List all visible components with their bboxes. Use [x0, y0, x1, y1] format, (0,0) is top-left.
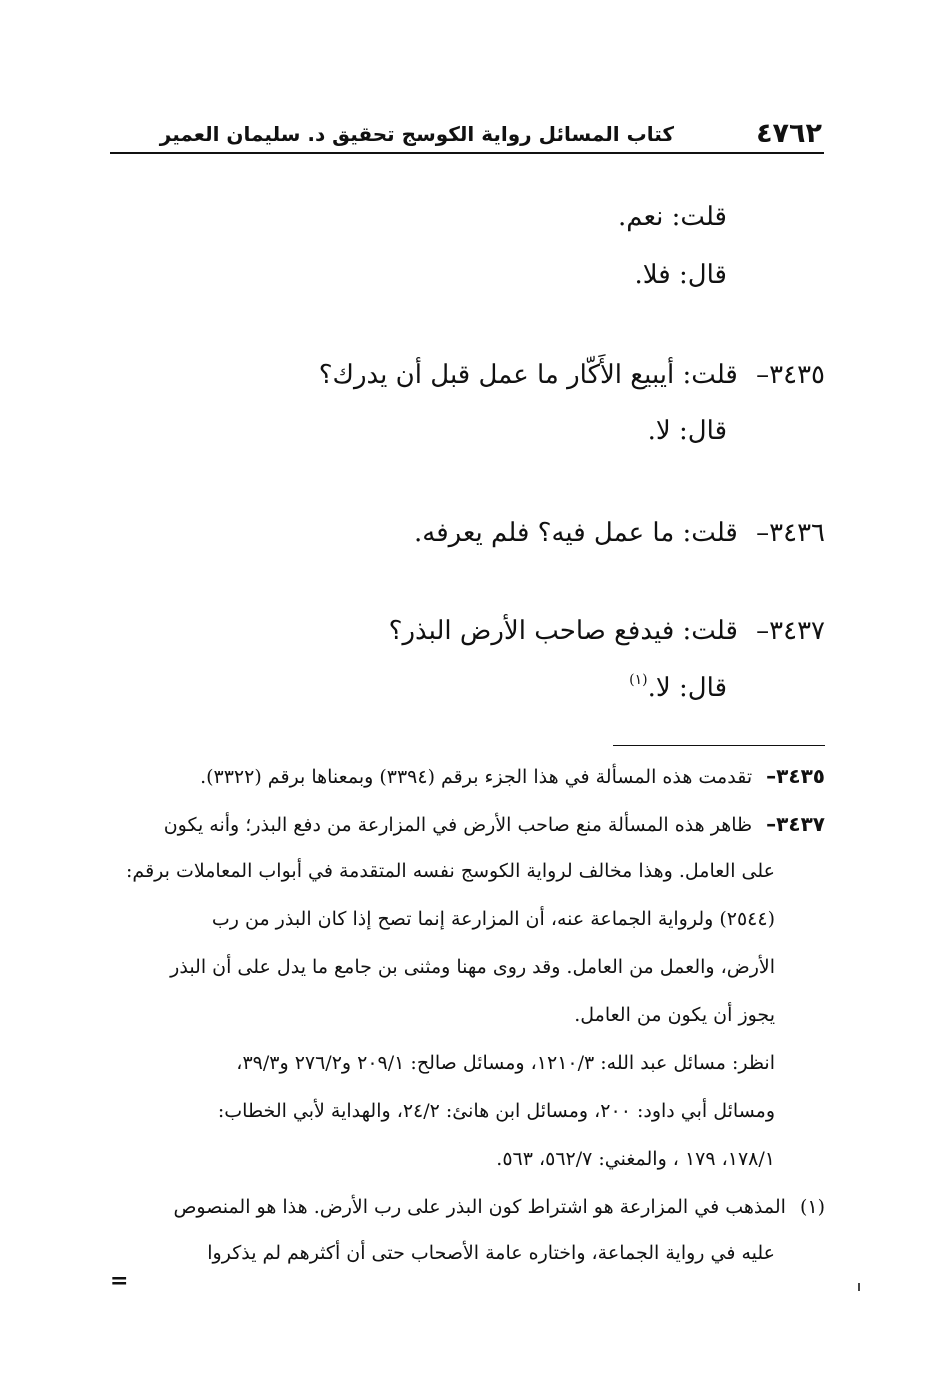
footnote-number: ٣٤٣٥– [766, 764, 825, 788]
footnote-3437 [164, 812, 825, 836]
entry-3437-answer [629, 672, 727, 703]
footnote-line: المذهب في المزارعة هو اشتراط كون البذر على رب الأرض. هذا هو المنصوص [173, 1196, 786, 1218]
entry-number: ٣٤٣٦ [769, 518, 825, 548]
intro-line-1: قلت: نعم. [618, 202, 727, 232]
entry-separator: – [756, 518, 770, 548]
footnote-text: تقدمت هذه المسألة في هذا الجزء برقم (٣٣٩٤) وبمعناها برقم (٣٣٢٢). [200, 766, 753, 788]
entry-answer: قال: لا. [647, 673, 727, 703]
footnote-ref-line: ١٧٨/١، ١٧٩ ، والمغني: ٥٦٢/٧، ٥٦٣. [496, 1148, 775, 1170]
page-header [110, 112, 824, 154]
entry-3435 [319, 360, 825, 390]
entry-3437 [389, 616, 825, 646]
continuation-mark: = [110, 1268, 129, 1294]
entry-number: ٣٤٣٥ [769, 360, 825, 390]
entry-question: قلت: ما عمل فيه؟ فلم يعرفه. [414, 518, 738, 548]
entry-3435-answer: قال: لا. [647, 416, 727, 446]
footnote-1 [173, 1196, 825, 1218]
footnote-line: الأرض، والعمل من العامل. وقد روى مهنا ومثنى بن جامع ما يدل على أن البذر [170, 956, 775, 978]
entry-question: قلت: أيبيع الأَكّار ما عمل قبل أن يدرك؟ [318, 360, 738, 390]
footnote-ref-line: انظر: مسائل عبد الله: ١٢١٠/٣، ومسائل صالح: ٢٠٩/١ و٢٧٦/٢ و٣٩/٣، [236, 1052, 775, 1074]
entry-separator: – [756, 616, 770, 646]
footnote-line: على العامل. وهذا مخالف لرواية الكوسج نفسه المتقدمة في أبواب المعاملات برقم: [126, 860, 775, 882]
intro-line-2: قال: فلا. [634, 260, 727, 290]
entry-question: قلت: فيدفع صاحب الأرض البذر؟ [388, 616, 738, 646]
entry-number: ٣٤٣٧ [769, 616, 825, 646]
footnote-ref-line: ومسائل أبي داود: ٢٠٠، ومسائل ابن هانئ: ٢٤/٢، والهداية لأبي الخطاب: [217, 1100, 775, 1122]
footnote-line: عليه في رواية الجماعة، واختاره عامة الأصحاب حتى أن أكثرهم لم يذكروا [207, 1242, 775, 1264]
footnote-number: ٣٤٣٧– [766, 812, 825, 836]
footnote-rule [613, 745, 825, 746]
scan-mark [858, 1283, 860, 1291]
footnote-line: (٢٥٤٤) ولرواية الجماعة عنه، أن المزارعة إنما تصح إذا كان البذر من رب [211, 908, 775, 930]
page-number: ٤٧٦٢ [756, 118, 822, 149]
entry-3436 [414, 518, 825, 548]
footnote-line: ظاهر هذه المسألة منع صاحب الأرض في المزارعة من دفع البذر؛ وأنه يكون [163, 814, 753, 836]
footnote-line: يجوز أن يكون من العامل. [574, 1004, 775, 1026]
footnote-3435 [200, 764, 825, 788]
footnote-ref: (١) [629, 672, 648, 688]
running-title: كتاب المسائل رواية الكوسج تحقيق د. سليمان العمير [159, 122, 674, 146]
footnote-number: (١) [799, 1196, 825, 1218]
entry-separator: – [756, 360, 770, 390]
